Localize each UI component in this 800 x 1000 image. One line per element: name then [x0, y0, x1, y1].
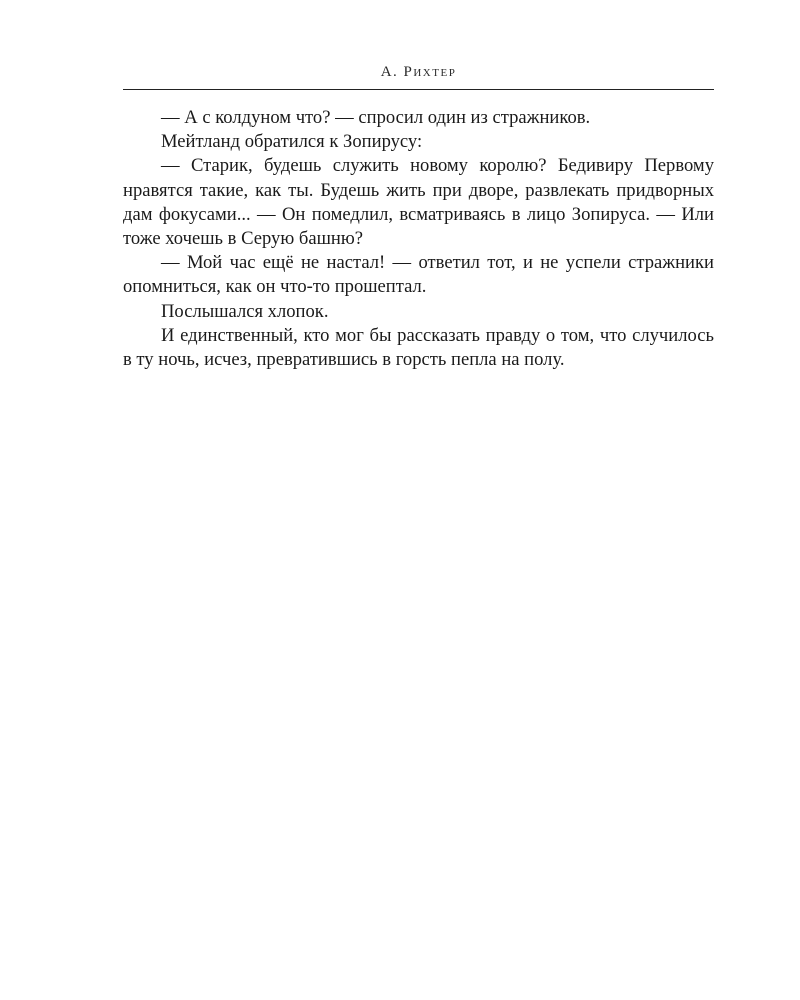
header-rule: [123, 89, 714, 90]
paragraph: — А с колдуном что? — спросил один из стражников.: [161, 107, 591, 128]
body-text: [123, 106, 714, 372]
paragraph: И единственный, кто мог бы рассказать правду о том, что случилось в ту ночь, исчез, превратившись в горсть пепла на полу.: [123, 324, 714, 371]
paragraph: — Мой час ещё не настал! — ответил тот, и не успели стражники опомниться, как он что-то прошептал.: [123, 252, 714, 298]
paragraph: Послышался хлопок.: [161, 300, 329, 322]
running-head: А. Рихтер: [380, 64, 457, 80]
paragraph: Мейтланд обратился к Зопирусу:: [161, 131, 423, 153]
book-page: [123, 0, 714, 1000]
paragraph: — Старик, будешь служить новому королю? Бедивиру Первому нравятся такие, как ты. Будешь жить при дворе, развлекать придворных дам фокусами... — Он помедлил, всматриваясь в лицо Зопируса. — Или тоже хочешь в Серую башню?: [123, 155, 714, 250]
